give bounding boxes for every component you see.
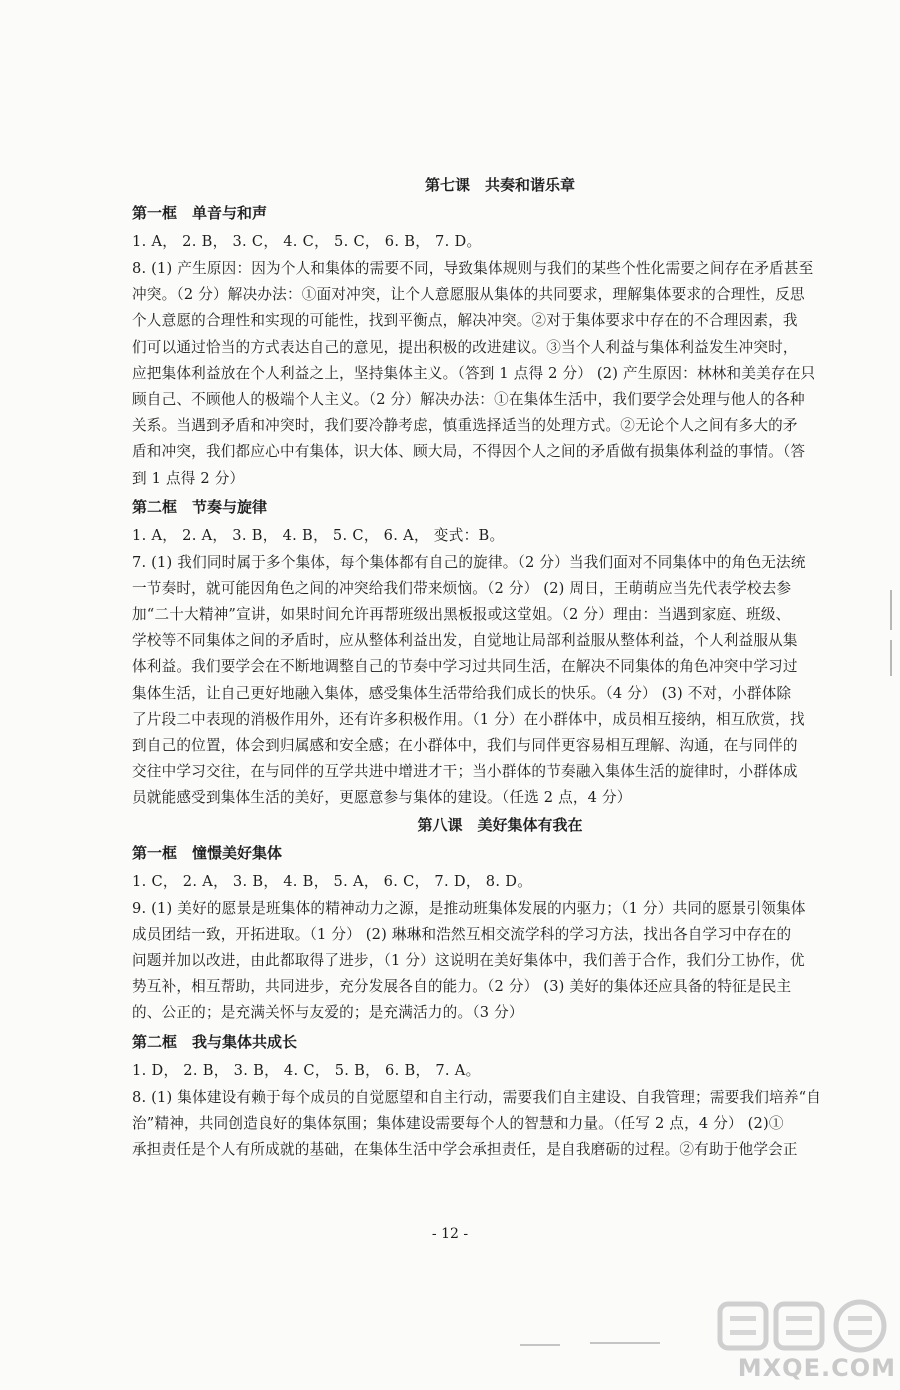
watermark-logo-icon [706, 1298, 896, 1358]
text-line: 加“二十大精神”宣讲，如果时间允许再帮班级出黑板报或这堂姐。（2 分）理由：当遇到家庭、班级、 [132, 606, 791, 624]
lesson-7-section-1-title: 第一框 单音与和声 [132, 204, 268, 222]
text-line: 8. (1) 产生原因：因为个人和集体的需要不同，导致集体规则与我们的某些个性化需要之间存在矛盾甚至 [132, 260, 814, 277]
text-line: 个人意愿的合理性和实现的可能性，找到平衡点，解决冲突。②对于集体要求中存在的不合理因素，我 [132, 312, 798, 330]
text-line: 承担责任是个人有所成就的基础，在集体生活中学会承担责任，是自我磨砺的过程。②有助于他学会正 [132, 1140, 798, 1158]
scan-artifact [520, 1344, 560, 1346]
lesson-8-section-1-title: 第一框 憧憬美好集体 [132, 843, 283, 862]
lesson-7-section-1-answers: 1. A， 2. B， 3. C， 4. C， 5. C， 6. B， 7. D。 [132, 233, 482, 250]
scan-edge-mark [890, 590, 892, 630]
text-line: 到 1 点得 2 分） [132, 469, 245, 487]
text-line: 势互补，相互帮助，共同进步，充分发展各自的能力。（2 分） (3) 美好的集体还应具备的特征是民主 [132, 978, 792, 996]
lesson-8-section-2-title: 第二框 我与集体共成长 [132, 1032, 298, 1051]
text-line: 集体生活，让自己更好地融入集体，感受集体生活带给我们成长的快乐。（4 分） (3) 不对，小群体除 [132, 684, 792, 702]
text-line: 应把集体利益放在个人利益之上，坚持集体主义。（答到 1 点得 2 分） (2) 产生原因：林林和美美存在只 [132, 364, 816, 382]
text-line: 一节奏时，就可能因角色之间的冲突给我们带来烦恼。（2 分） (2) 周日，王萌萌应当先代表学校去参 [132, 579, 792, 597]
text-line: 7. (1) 我们同时属于多个集体，每个集体都有自己的旋律。（2 分）当我们面对不同集体中的角色无法统 [132, 553, 806, 571]
lesson-8-section-2-answers: 1. D， 2. B， 3. B， 4. C， 5. B， 6. B， 7. A。 [132, 1061, 481, 1079]
text-line: 8. (1) 集体建设有赖于每个成员的自觉愿望和自主行动，需要我们自主建设、自我管理；需要我们培养“自 [132, 1088, 822, 1106]
lesson-7-section-2-title: 第二框 节奏与旋律 [132, 497, 268, 516]
page-number: - 12 - [431, 1226, 469, 1242]
text-line: 体利益。我们要学会在不断地调整自己的节奏中学习过共同生活，在解决不同集体的角色冲突中学习过 [132, 658, 798, 676]
lesson-7-section-2-answers: 1. A， 2. A， 3. B， 4. B， 5. C， 6. A， 变式：B。 [132, 526, 505, 544]
text-line: 的、公正的；是充满关怀与友爱的；是充满活力的。（3 分） [132, 1004, 524, 1022]
text-line: 交往中学习交往，在与同伴的互学共进中增进才干；当小群体的节奏融入集体生活的旋律时，小群体成 [132, 763, 798, 781]
text-line: 冲突。（2 分）解决办法：①面对冲突，让个人意愿服从集体的共同要求，理解集体要求的合理性，反思 [132, 286, 805, 304]
text-line: 盾和冲突，我们都应心中有集体，识大体、顾大局，不得因个人之间的矛盾做有损集体利益的事情。（答 [132, 443, 806, 461]
text-line: 顾自己、不顾他人的极端个人主义。（2 分）解决办法：①在集体生活中，我们要学会处理与他人的各种 [132, 390, 805, 408]
text-line: 学校等不同集体之间的矛盾时，应从整体利益出发，自觉地让局部利益服从整体利益，个人利益服从集 [132, 632, 798, 650]
text-line: 问题并加以改进，由此都取得了进步，（1 分）这说明在美好集体中，我们善于合作，我们分工协作，优 [132, 951, 805, 969]
watermark-text: MXQE.COM [737, 1354, 896, 1382]
page-content [132, 172, 852, 1163]
text-line: 到自己的位置，体会到归属感和安全感；在小群体中，我们与同伴更容易相互理解、沟通，在与同伴的 [132, 737, 798, 754]
scan-artifact [590, 1342, 660, 1344]
text-line: 员就能感受到集体生活的美好，更愿意参与集体的建设。（任选 2 点，4 分） [132, 789, 632, 807]
lesson-7-title: 第七课 共奏和谐乐章 [424, 176, 575, 194]
text-line: 们可以通过恰当的方式表达自己的意见，提出积极的改进建议。③当个人利益与集体利益发生冲突时， [132, 338, 798, 356]
scan-edge-mark [890, 640, 892, 676]
site-watermark [706, 1298, 896, 1388]
lesson-8-section-1-answers: 1. C， 2. A， 3. B， 4. B， 5. A， 6. C， 7. D， 8. D。 [132, 872, 533, 890]
text-line: 成员团结一致，开拓进取。（1 分） (2) 琳琳和浩然互相交流学科的学习方法，找出各自学习中存在的 [132, 925, 792, 943]
text-line: 治”精神，共同创造良好的集体氛围；集体建设需要每个人的智慧和力量。（任写 2 点，4 分） (2)① [132, 1114, 784, 1132]
lesson-8-title: 第八课 美好集体有我在 [417, 815, 583, 834]
text-line: 关系。当遇到矛盾和冲突时，我们要冷静考虑，慎重选择适当的处理方式。②无论个人之间有多大的矛 [132, 417, 798, 435]
text-line: 9. (1) 美好的愿景是班集体的精神动力之源，是推动班集体发展的内驱力；（1 分）共同的愿景引领集体 [132, 899, 806, 917]
text-line: 了片段二中表现的消极作用外，还有许多积极作用。（1 分）在小群体中，成员相互接纳，相互欣赏，找 [132, 710, 805, 728]
